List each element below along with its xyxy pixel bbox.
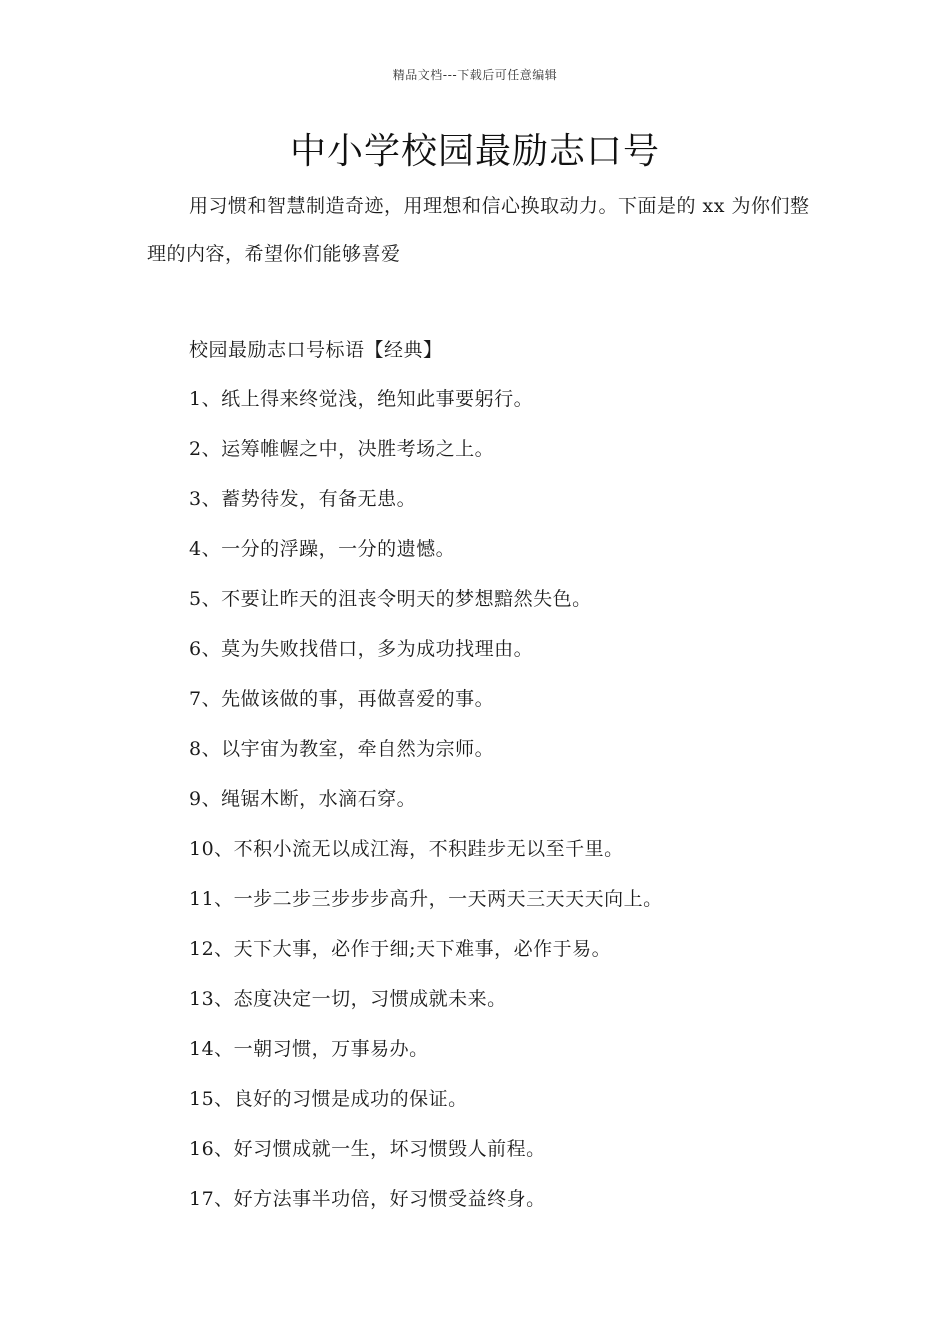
slogan-item: 6、莫为失败找借口，多为成功找理由。 [189,638,534,660]
slogan-item: 2、运筹帷幄之中，决胜考场之上。 [189,438,495,460]
slogan-item: 16、好习惯成就一生，坏习惯毁人前程。 [189,1138,546,1160]
slogan-item: 1、纸上得来终觉浅，绝知此事要躬行。 [189,388,534,410]
slogan-item: 15、良好的习惯是成功的保证。 [189,1088,468,1110]
slogan-item: 9、绳锯木断，水滴石穿。 [189,788,417,810]
document-title: 中小学校园最励志口号 [289,131,660,172]
header-note: 精品文档---下载后可任意编辑 [392,68,558,82]
slogan-item: 3、蓄势待发，有备无患。 [189,488,417,510]
slogan-item: 17、好方法事半功倍，好习惯受益终身。 [189,1188,546,1210]
slogan-item: 8、以宇宙为教室，牵自然为宗师。 [189,738,495,760]
slogan-item: 10、不积小流无以成江海，不积跬步无以至千里。 [189,838,624,860]
slogan-item: 13、态度决定一切，习惯成就未来。 [189,988,507,1010]
slogan-item: 12、天下大事，必作于细;天下难事，必作于易。 [189,938,612,960]
section-heading: 校园最励志口号标语【经典】 [189,339,443,361]
intro-paragraph: 用习惯和智慧制造奇迹，用理想和信心换取动力。下面是的 xx 为你们整理的内容，希望你们能够喜爱 [147,195,810,265]
slogan-item: 7、先做该做的事，再做喜爱的事。 [189,688,495,710]
slogan-item: 11、一步二步三步步步高升，一天两天三天天天向上。 [189,888,663,910]
slogan-item: 5、不要让昨天的沮丧令明天的梦想黯然失色。 [189,588,592,610]
slogan-item: 14、一朝习惯，万事易办。 [189,1038,429,1060]
slogan-list [189,381,663,1231]
slogan-item: 4、一分的浮躁，一分的遗憾。 [189,538,456,560]
